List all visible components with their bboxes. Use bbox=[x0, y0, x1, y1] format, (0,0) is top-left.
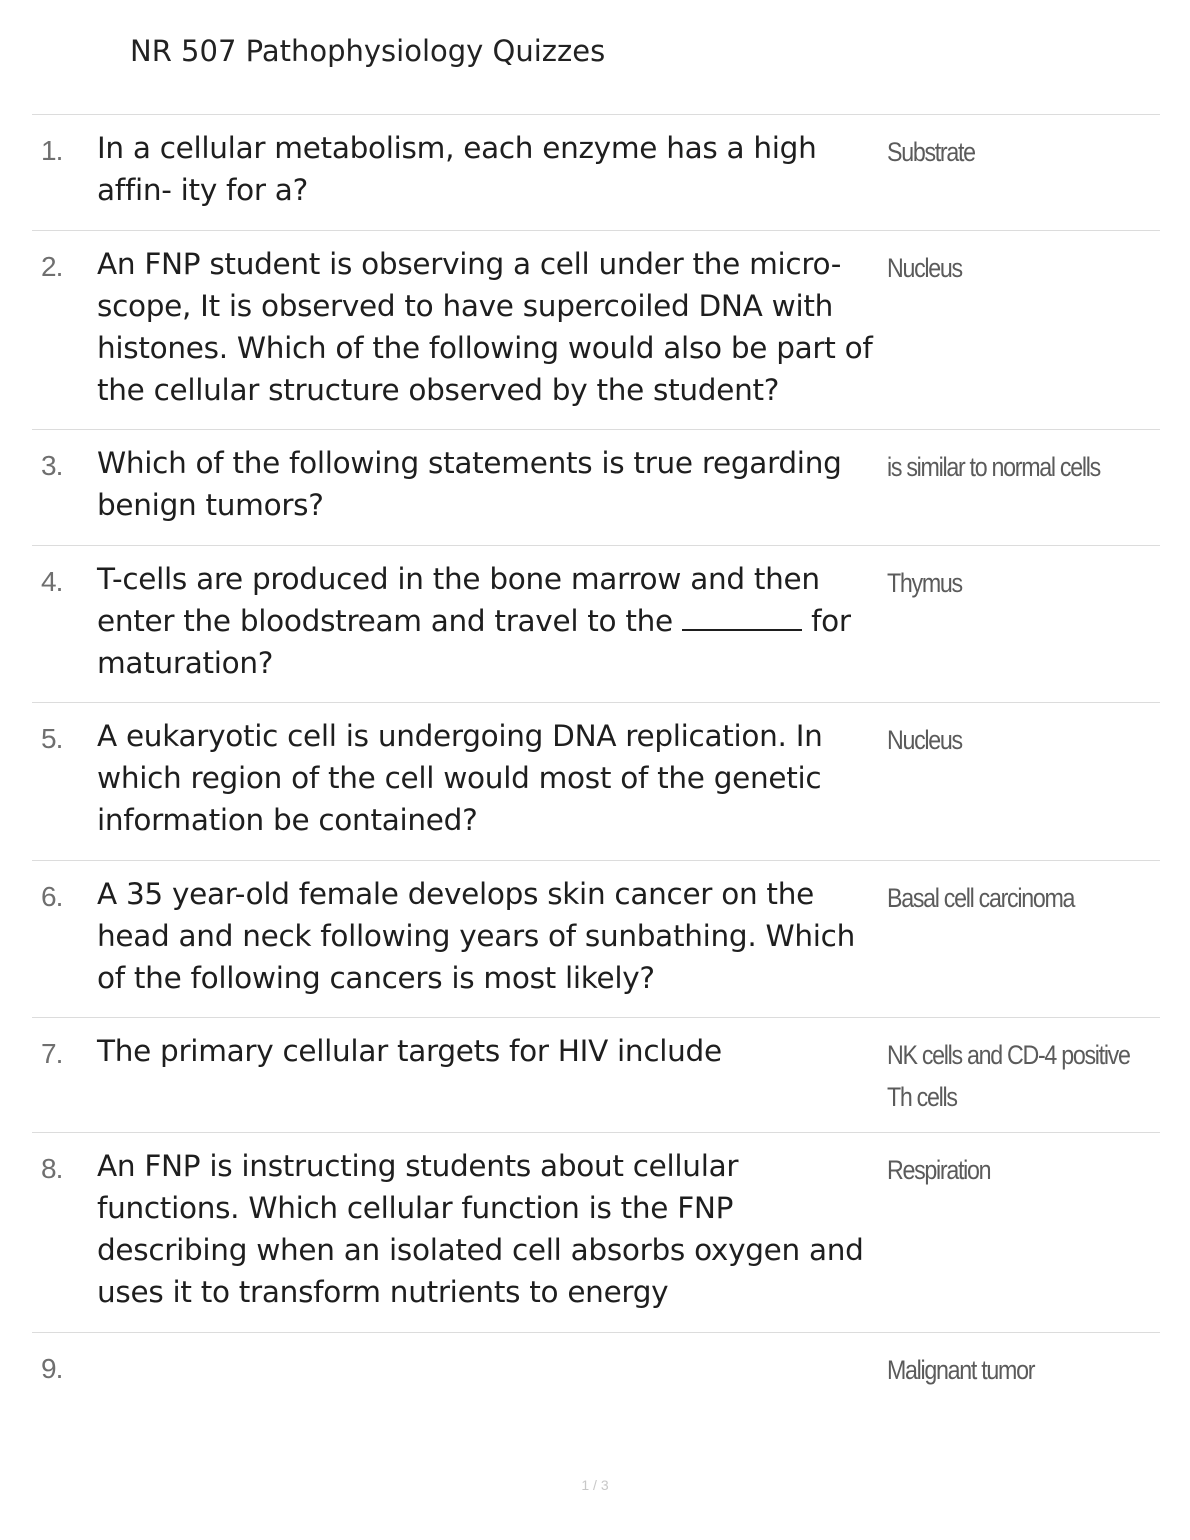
card-definition: Malignant tumor bbox=[887, 1355, 1035, 1385]
card-term: An FNP student is observing a cell under the micro- scope, It is observed to have supercoiled DNA with histones. Which of the following would also be part of the cellular structure observed by the student? bbox=[97, 247, 873, 407]
flashcard-1 bbox=[32, 115, 1160, 231]
flashcard-8 bbox=[32, 1133, 1160, 1333]
flashcard-3 bbox=[32, 430, 1160, 546]
card-definition: NK cells and CD-4 positive Th cells bbox=[887, 1040, 1130, 1112]
flashcard-5 bbox=[32, 703, 1160, 861]
card-definition: Respiration bbox=[887, 1155, 991, 1185]
card-number: 1. bbox=[41, 135, 63, 166]
card-term: In a cellular metabolism, each enzyme has a high affin- ity for a? bbox=[97, 131, 817, 207]
card-number: 7. bbox=[41, 1038, 63, 1069]
card-number: 9. bbox=[41, 1353, 63, 1384]
card-number: 3. bbox=[41, 450, 63, 481]
term-text-before-blank: T-cells are produced in the bone marrow and then enter the bloodstream and travel to the bbox=[97, 562, 820, 638]
fill-in-blank bbox=[682, 603, 802, 631]
term-text-after-blank: for maturation? bbox=[97, 604, 851, 680]
flashcard-4 bbox=[32, 546, 1160, 703]
card-term: A eukaryotic cell is undergoing DNA replication. In which region of the cell would most of the genetic information be contained? bbox=[97, 719, 823, 837]
card-number: 2. bbox=[41, 251, 63, 282]
page-number: 1 / 3 bbox=[581, 1477, 609, 1493]
card-definition: Nucleus bbox=[887, 253, 962, 283]
card-definition: Substrate bbox=[887, 137, 975, 167]
flashcard-list bbox=[32, 115, 1160, 1453]
card-definition: Basal cell carcinoma bbox=[887, 883, 1075, 913]
card-definition: is similar to normal cells bbox=[887, 452, 1100, 482]
card-number: 4. bbox=[41, 566, 63, 597]
card-definition: Nucleus bbox=[887, 725, 962, 755]
flashcard-6 bbox=[32, 861, 1160, 1018]
card-term: An FNP is instructing students about cellular functions. Which cellular function is the FNP describing when an isolated cell absorbs oxygen and uses it to transform nutrients to energy bbox=[97, 1149, 864, 1309]
card-term: Which of the following statements is true regarding benign tumors? bbox=[97, 446, 842, 522]
card-number: 5. bbox=[41, 723, 63, 754]
flashcard-2 bbox=[32, 231, 1160, 430]
card-term: The primary cellular targets for HIV include bbox=[97, 1034, 722, 1068]
card-term: A 35 year-old female develops skin cancer on the head and neck following years of sunbathing. Which of the following cancers is most likely? bbox=[97, 877, 855, 995]
flashcard-7 bbox=[32, 1018, 1160, 1133]
card-definition: Thymus bbox=[887, 568, 962, 598]
card-number: 6. bbox=[41, 881, 63, 912]
flashcard-9 bbox=[32, 1333, 1160, 1453]
card-number: 8. bbox=[41, 1153, 63, 1184]
document-title: NR 507 Pathophysiology Quizzes bbox=[130, 34, 606, 68]
card-term bbox=[97, 558, 882, 684]
